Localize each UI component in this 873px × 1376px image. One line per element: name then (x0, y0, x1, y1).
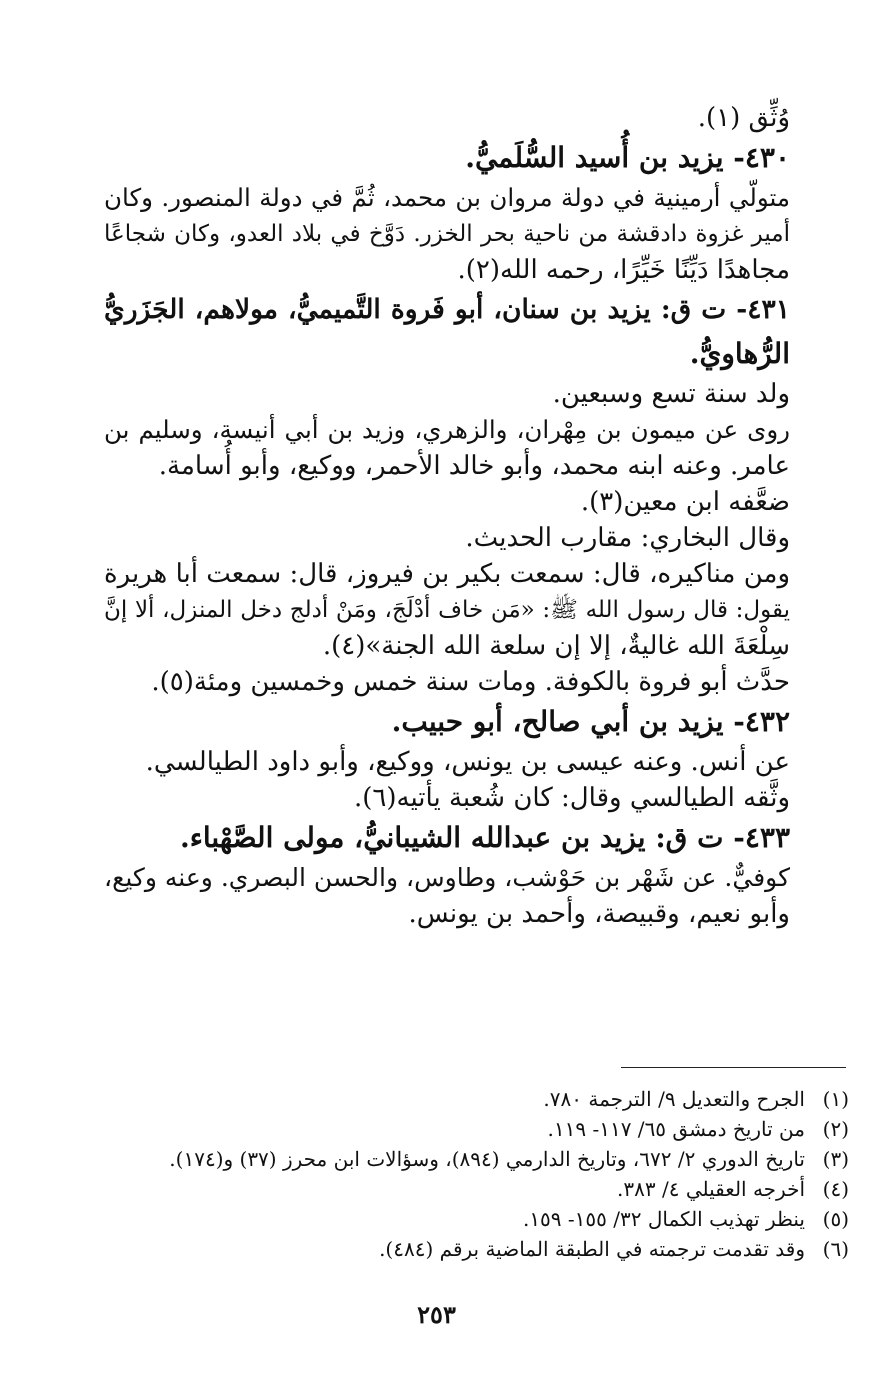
footnote-number: (٥) (822, 1207, 849, 1231)
text-line: ولد سنة تسع وسبعين. (552, 379, 790, 409)
text-line: يقول: قال رسول الله ﷺ: «مَن خاف أدْلَجَ، ومَنْ أدلج دخل المنزل، ألا إنَّ (104, 597, 790, 623)
main-text (104, 100, 790, 932)
footnote-text: وقد تقدمت ترجمته في الطبقة الماضية برقم (٤٨٤). (379, 1237, 805, 1261)
footnote-text: ينظر تهذيب الكمال ٣٢/ ١٥٥- ١٥٩. (522, 1207, 805, 1231)
footnote-number: (٦) (822, 1237, 849, 1261)
footnote (49, 1084, 849, 1114)
footnote-text: الجرح والتعديل ٩/ الترجمة ٧٨٠. (543, 1087, 805, 1111)
page-number: ٢٥٣ (417, 1300, 456, 1329)
entry-heading-430: ٤٣٠- يزيد بن أُسيد السُّلَميُّ. (465, 141, 790, 174)
footnote-number: (٣) (822, 1147, 849, 1171)
footnote (49, 1174, 849, 1204)
text-line: وُثِّق (١). (697, 103, 790, 133)
footnote-number: (١) (822, 1087, 849, 1111)
text-line: وثَّقه الطيالسي وقال: كان شُعبة يأتيه(٦). (353, 783, 790, 813)
footnote (49, 1204, 849, 1234)
text-line: كوفيٌّ. عن شَهْر بن حَوْشب، وطاوس، والحسن البصري. وعنه وكيع، (104, 863, 790, 892)
footnotes (49, 1084, 849, 1264)
text-line: عن أنس. وعنه عيسى بن يونس، ووكيع، وأبو داود الطيالسي. (145, 747, 790, 777)
text-line: مجاهدًا دَيِّنًا خَيِّرًا، رحمه الله(٢). (457, 255, 790, 285)
text-line: عامر. وعنه ابنه محمد، وأبو خالد الأحمر، ووكيع، وأبو أُسامة. (158, 451, 790, 481)
footnote-text: أخرجه العقيلي ٤/ ٣٨٣. (617, 1177, 805, 1201)
footnote-number: (٤) (822, 1177, 849, 1201)
footnote-number: (٢) (822, 1117, 849, 1141)
text-line: متولّي أرمينية في دولة مروان بن محمد، ثُمَّ في دولة المنصور. وكان (104, 183, 790, 212)
footnote (49, 1114, 849, 1144)
text-line: سِلْعَةَ الله غاليةٌ، إلا إن سلعة الله الجنة»(٤). (322, 631, 790, 661)
footnote (49, 1234, 849, 1264)
entry-heading-431: ٤٣١- ت ق: يزيد بن سنان، أبو فَروة التَّميميُّ، مولاهم، الجَزَريُّ (104, 294, 790, 325)
entry-heading-431-cont: الرُّهاويُّ. (689, 337, 790, 370)
entry-heading-433: ٤٣٣- ت ق: يزيد بن عبدالله الشيبانيُّ، مولى الصَّهْباء. (179, 821, 790, 854)
text-line: وقال البخاري: مقارب الحديث. (465, 523, 790, 553)
text-line: ومن مناكيره، قال: سمعت بكير بن فيروز، قال: سمعت أبا هريرة (104, 559, 790, 589)
footnote-text: من تاريخ دمشق ٦٥/ ١١٧- ١١٩. (547, 1117, 805, 1141)
text-line: روى عن ميمون بن مِهْران، والزهري، وزيد بن أبي أنيسة، وسليم بن (104, 415, 790, 444)
entry-heading-432: ٤٣٢- يزيد بن أبي صالح، أبو حبيب. (391, 705, 790, 738)
text-line: وأبو نعيم، وقبيصة، وأحمد بن يونس. (408, 899, 790, 929)
footnote (49, 1144, 849, 1174)
footnote-text: تاريخ الدوري ٢/ ٦٧٢، وتاريخ الدارمي (٨٩٤)، وسؤالات ابن محرز (٣٧) و(١٧٤). (169, 1147, 805, 1171)
text-line: أمير غزوة دادقشة من ناحية بحر الخزر. دَوَّخ في بلاد العدو، وكان شجاعًا (104, 221, 790, 247)
footnote-separator (621, 1067, 846, 1068)
text-line: ضعَّفه ابن معين(٣). (580, 487, 790, 517)
text-line: حدَّث أبو فروة بالكوفة. ومات سنة خمس وخمسين ومئة(٥). (151, 667, 790, 697)
